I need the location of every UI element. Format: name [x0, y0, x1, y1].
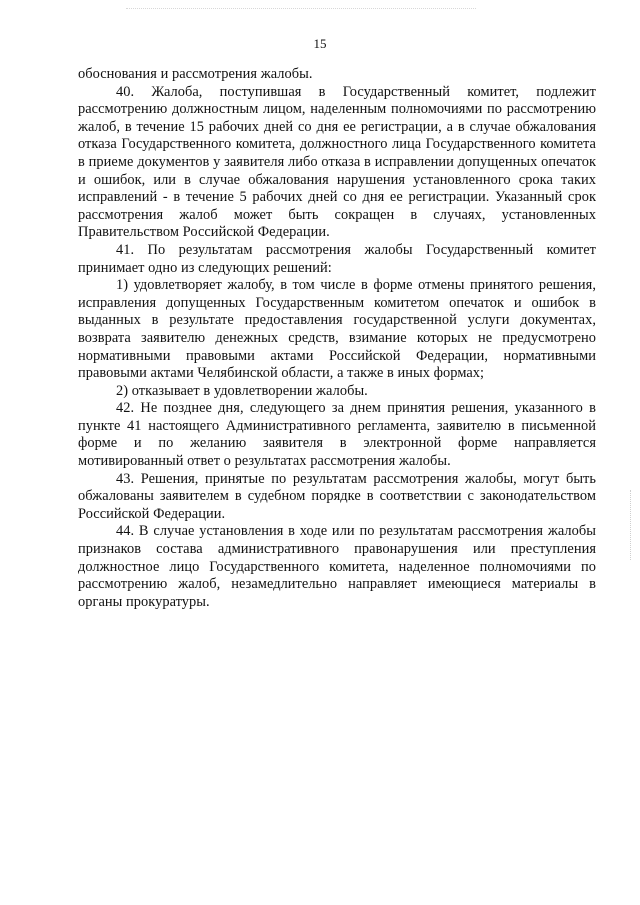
page-number: 15	[313, 36, 327, 51]
scan-header-artifact	[126, 8, 476, 12]
paragraph-41-item-1: 1) удовлетворяет жалобу, в том числе в форме отмены принятого решения, исправления допущенных Государственным комитетом опечаток и ошибок в выданных в результате предоставления государственной услуги документах, возврата заявителю денежных средств, взимание которых не предусмотрено нормативными правовыми актами Российской Федерации, нормативными правовыми актами Челябинской области, а также в иных формах;	[78, 277, 596, 382]
paragraph-41: 41. По результатам рассмотрения жалобы Государственный комитет принимает одно из следующих решений:	[78, 241, 596, 276]
document-body	[78, 66, 596, 611]
paragraph-41-item-2: 2) отказывает в удовлетворении жалобы.	[116, 382, 368, 399]
scan-margin-artifact	[630, 490, 633, 560]
paragraph-44: 44. В случае установления в ходе или по результатам рассмотрения жалобы признаков состава административного правонарушения или преступления должностное лицо Государственного комитета, наделенное полномочиями по рассмотрению жалоб, незамедлительно направляет имеющиеся материалы в органы прокуратуры.	[78, 523, 596, 610]
paragraph-42: 42. Не позднее дня, следующего за днем принятия решения, указанного в пункте 41 настоящего Административного регламента, заявителю в письменной форме и по желанию заявителя в электронной форме направляется мотивированный ответ о результатах рассмотрения жалобы.	[78, 400, 596, 470]
paragraph-43: 43. Решения, принятые по результатам рассмотрения жалобы, могут быть обжалованы заявителем в судебном порядке в соответствии с законодательством Российской Федерации.	[78, 470, 596, 522]
paragraph-continuation: обоснования и рассмотрения жалобы.	[78, 66, 313, 82]
paragraph-40: 40. Жалоба, поступившая в Государственный комитет, подлежит рассмотрению должностным лицом, наделенным полномочиями по рассмотрению жалоб, в течение 15 рабочих дней со дня ее регистрации, а в случае обжалования отказа Государственного комитета, должностного лица Государственного комитета в приеме документов у заявителя либо отказа в исправлении допущенных опечаток и ошибок, или в случае обжалования нарушения установленного срока таких исправлений - в течение 5 рабочих дней со дня ее регистрации. Указанный срок рассмотрения жалоб может быть сокращен в случаях, установленных Правительством Российской Федерации.	[78, 83, 596, 241]
